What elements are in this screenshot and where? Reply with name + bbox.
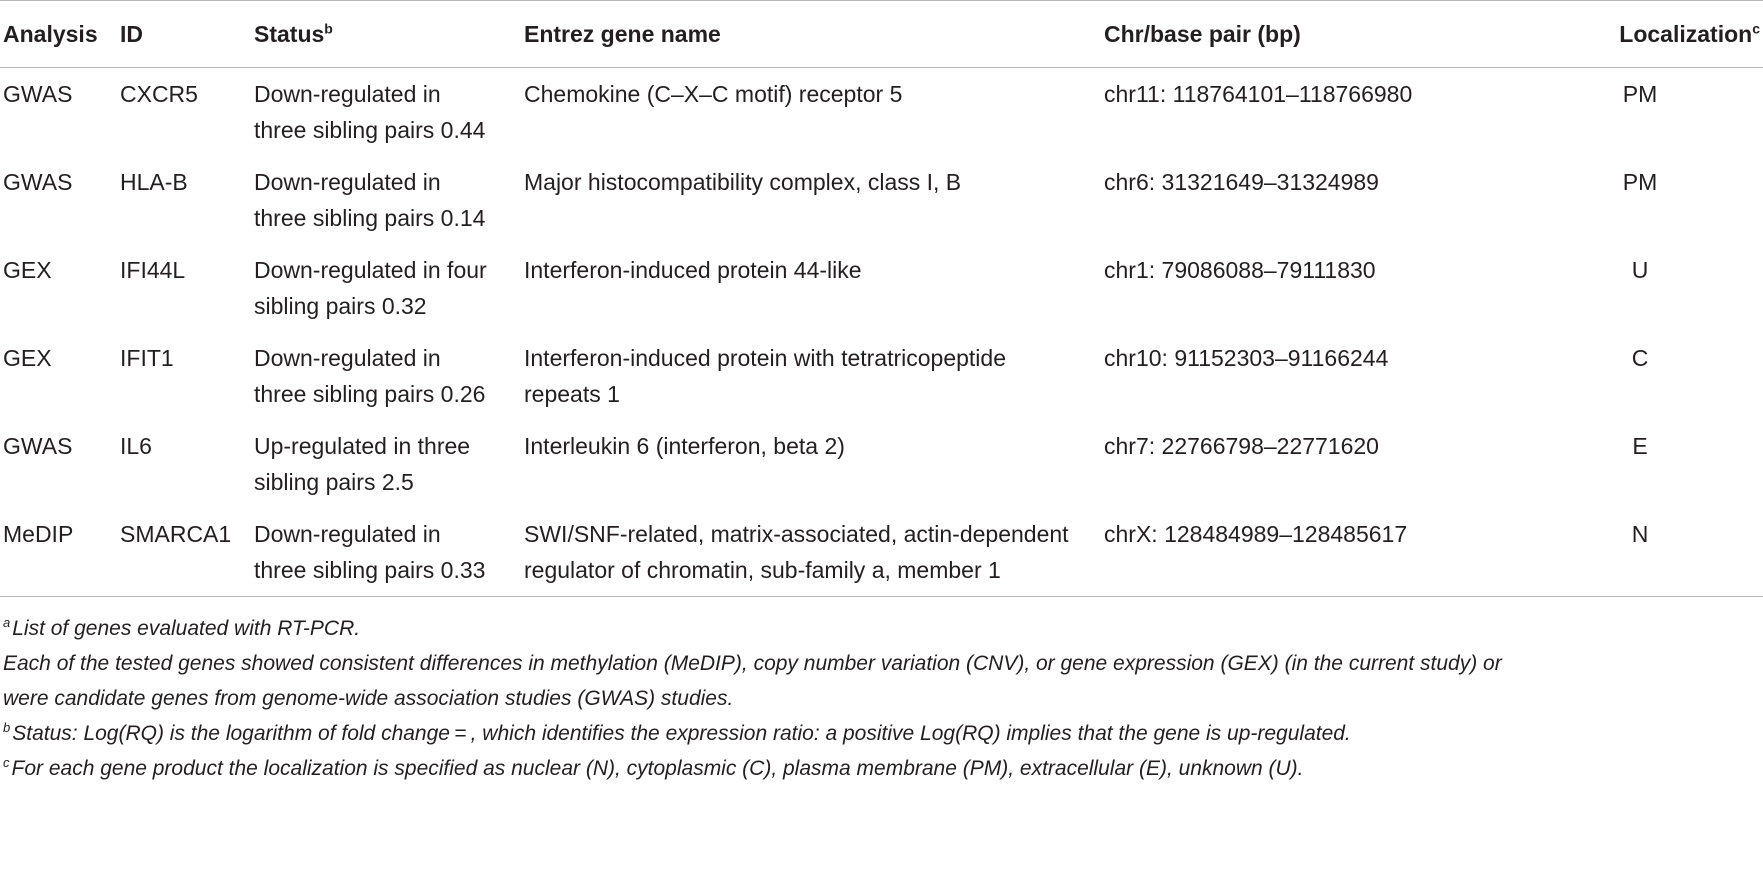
cell-analysis: GWAS <box>3 433 73 459</box>
cell-status-line: Down-regulated in <box>254 81 441 107</box>
footnote-a <box>3 611 1753 646</box>
cell-localization-value: C <box>1631 345 1649 371</box>
cell-gene-name <box>524 156 1104 244</box>
header-id <box>120 1 254 68</box>
cell-gene-name <box>524 420 1104 508</box>
cell-localization <box>1426 156 1763 244</box>
footnote-b-mark: b <box>3 720 11 735</box>
cell-status <box>254 508 524 597</box>
cell-status <box>254 156 524 244</box>
table-row <box>0 244 1763 332</box>
cell-gene-name <box>524 244 1104 332</box>
header-chr-bp <box>1104 1 1426 68</box>
footnote-c-text: For each gene product the localization is specified as nuclear (N), cytoplasmic (C), plasma membrane (PM), extracellular (E), unknown (U). <box>11 757 1304 780</box>
cell-status <box>254 68 524 157</box>
footnote-general-line: were candidate genes from genome-wide association studies (GWAS) studies. <box>3 687 734 710</box>
header-gene-name-text: Entrez gene name <box>524 20 721 47</box>
table-row <box>0 156 1763 244</box>
footnote-a-text: List of genes evaluated with RT-PCR. <box>12 617 361 640</box>
cell-status-line: Down-regulated in <box>254 169 441 195</box>
table-row <box>0 68 1763 157</box>
cell-analysis: GEX <box>3 345 52 371</box>
cell-gene-line: repeats 1 <box>524 381 620 407</box>
header-chr-bp-text: Chr/base pair (bp) <box>1104 20 1301 47</box>
cell-localization-value: E <box>1632 433 1648 459</box>
footnote-b-text: Status: Log(RQ) is the logarithm of fold change = , which identifies the expression ratio: a positive Log(RQ) implies that the gene is up-regulated. <box>12 722 1351 745</box>
header-localization-text: Localization <box>1619 20 1753 47</box>
cell-chr: chr1: 79086088–79111830 <box>1104 257 1376 283</box>
header-id-text: ID <box>120 20 143 47</box>
table-header <box>0 1 1763 68</box>
footnote-b <box>3 716 1753 751</box>
cell-analysis: GWAS <box>3 81 73 107</box>
cell-id: IFIT1 <box>120 345 174 371</box>
table-row <box>0 508 1763 597</box>
cell-gene-line: Interferon-induced protein with tetratricopeptide <box>524 345 1007 371</box>
cell-id: HLA-B <box>120 169 188 195</box>
header-analysis <box>0 1 120 68</box>
table-row <box>0 420 1763 508</box>
cell-status-line: three sibling pairs 0.14 <box>254 205 486 231</box>
header-status-footnote-mark: b <box>324 19 333 36</box>
cell-gene-line: Interleukin 6 (interferon, beta 2) <box>524 433 845 459</box>
header-analysis-text: Analysis <box>3 20 98 47</box>
cell-gene-line: Chemokine (C–X–C motif) receptor 5 <box>524 81 903 107</box>
cell-gene-name <box>524 332 1104 420</box>
cell-gene-name <box>524 508 1104 597</box>
cell-status-line: Down-regulated in <box>254 521 441 547</box>
cell-chr: chr7: 22766798–22771620 <box>1104 433 1379 459</box>
footnote-c <box>3 751 1753 786</box>
cell-status <box>254 332 524 420</box>
cell-gene-line: regulator of chromatin, sub-family a, member 1 <box>524 557 1001 583</box>
cell-id: CXCR5 <box>120 81 198 107</box>
cell-status <box>254 244 524 332</box>
cell-localization <box>1426 508 1763 597</box>
cell-status-line: sibling pairs 0.32 <box>254 293 427 319</box>
table-row <box>0 332 1763 420</box>
header-status <box>254 1 524 68</box>
cell-localization <box>1426 420 1763 508</box>
cell-analysis: MeDIP <box>0 508 120 597</box>
cell-gene-line: SWI/SNF-related, matrix-associated, actin-dependent <box>524 521 1069 547</box>
cell-localization-value: U <box>1631 257 1649 283</box>
cell-chr: chr6: 31321649–31324989 <box>1104 169 1379 195</box>
cell-localization <box>1426 332 1763 420</box>
cell-status-line: three sibling pairs 0.26 <box>254 381 486 407</box>
cell-chr: chr11: 118764101–118766980 <box>1104 81 1413 107</box>
cell-localization-value: PM <box>1622 169 1658 195</box>
cell-status-line: Down-regulated in four <box>254 257 487 283</box>
header-row <box>0 1 1763 68</box>
cell-id: SMARCA1 <box>120 508 254 597</box>
cell-localization <box>1426 68 1763 157</box>
cell-status <box>254 420 524 508</box>
cell-gene-line: Interferon-induced protein 44-like <box>524 257 862 283</box>
footnote-a-mark: a <box>3 615 11 630</box>
cell-gene-line: Major histocompatibility complex, class I, B <box>524 169 962 195</box>
cell-status-line: Down-regulated in <box>254 345 441 371</box>
cell-localization-value: PM <box>1622 81 1658 107</box>
cell-status-line: Up-regulated in three <box>254 433 471 459</box>
table-footnotes <box>3 611 1753 786</box>
cell-localization-value: N <box>1631 521 1649 547</box>
cell-gene-name <box>524 68 1104 157</box>
cell-chr: chr10: 91152303–91166244 <box>1104 345 1389 371</box>
header-status-text: Status <box>254 20 325 47</box>
header-localization-footnote-mark: c <box>1752 19 1760 36</box>
header-localization <box>1426 1 1763 68</box>
footnote-general-line: Each of the tested genes showed consistent differences in methylation (MeDIP), copy number variation (CNV), or gene expression (GEX) (in the current study) or <box>3 652 1502 675</box>
cell-status-line: three sibling pairs 0.44 <box>254 117 486 143</box>
footnote-c-mark: c <box>3 755 10 770</box>
cell-analysis: GEX <box>3 257 52 283</box>
cell-localization <box>1426 244 1763 332</box>
header-gene-name <box>524 1 1104 68</box>
cell-status-line: sibling pairs 2.5 <box>254 469 414 495</box>
cell-id: IFI44L <box>120 257 186 283</box>
cell-status-line: three sibling pairs 0.33 <box>254 557 486 583</box>
cell-analysis: GWAS <box>3 169 73 195</box>
cell-chr: chrX: 128484989–128485617 <box>1104 508 1426 597</box>
cell-id: IL6 <box>120 433 152 459</box>
table-body <box>0 68 1763 597</box>
